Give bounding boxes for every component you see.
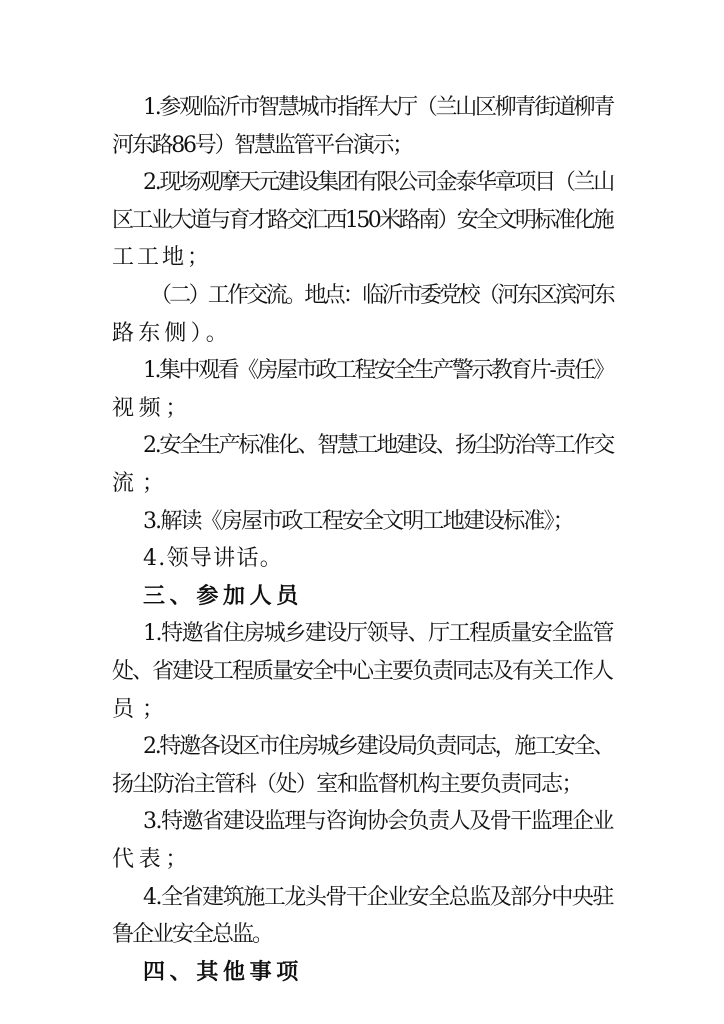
text-line-23: 鲁企业安全总监。 [112,922,273,947]
text-line-3: 2.现场观摩天元建设集团有限公司金泰华章项目（兰山 [143,170,613,195]
text-line-2: 河东路86号）智慧监管平台演示； [112,133,412,158]
text-line-21: 代表； [112,847,192,872]
text-line-12: 3.解读《房屋市政工程安全文明工地建设标准》； [143,509,573,534]
section-heading-other-matters: 四、其他事项 [143,960,303,985]
text-line-10: 2.安全生产标准化、智慧工地建设、扬尘防治等工作交 [143,433,613,458]
text-line-18: 2.特邀各设区市住房城乡建设局负责同志，施工安全、 [143,734,613,759]
text-line-7: 路东侧）。 [112,321,233,346]
section-heading-participants: 三、参加人员 [143,584,303,609]
text-line-22: 4.全省建筑施工龙头骨干企业安全总监及部分中央驻 [143,885,613,910]
text-line-11: 流； [112,471,172,496]
text-line-20: 3.特邀省建设监理与咨询协会负责人及骨干监理企业 [143,809,613,834]
text-line-15: 1.特邀省住房城乡建设厅领导、厅工程质量安全监管 [143,621,613,646]
text-line-5: 工工地； [112,245,213,270]
text-line-1: 1.参观临沂市智慧城市指挥大厅（兰山区柳青街道柳青 [143,95,613,120]
text-line-17: 员； [112,697,172,722]
text-line-9: 视频； [112,396,192,421]
text-line-19: 扬尘防治主管科（处）室和监督机构主要负责同志； [112,772,582,797]
text-line-13: 4.领导讲话。 [143,546,284,571]
text-line-4: 区工业大道与育才路交汇西150米路南）安全文明标准化施 [112,208,613,233]
text-line-8: 1.集中观看《房屋市政工程安全生产警示教育片-责任》 [143,358,613,383]
text-line-6: （二）工作交流。地点：临沂市委党校（河东区滨河东 [150,283,613,308]
text-line-16: 处、省建设工程质量安全中心主要负责同志及有关工作人 [112,659,613,684]
